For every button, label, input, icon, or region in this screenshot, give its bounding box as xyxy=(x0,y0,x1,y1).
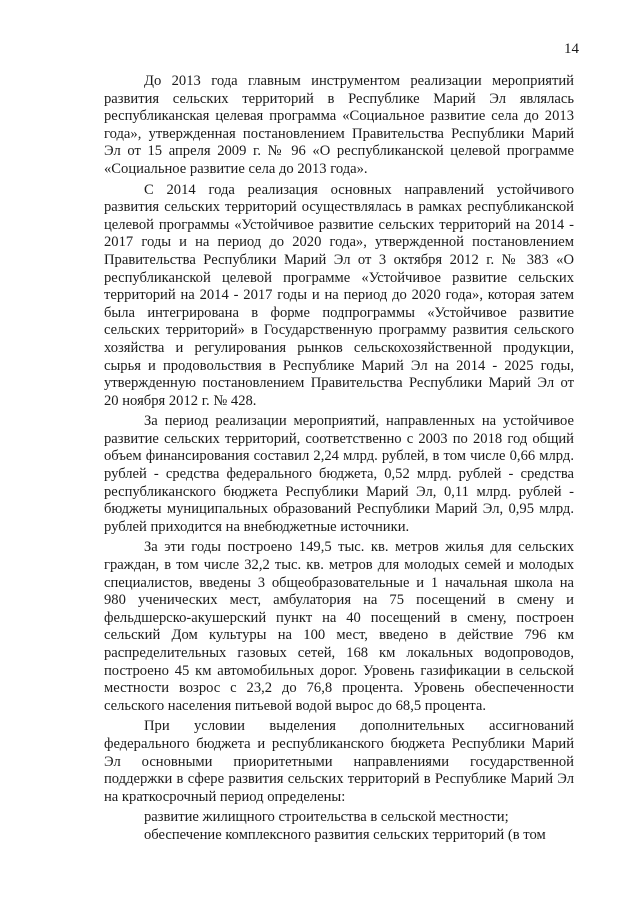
page-number: 14 xyxy=(564,41,579,57)
document-body xyxy=(104,73,574,845)
list-item-housing: развитие жилищного строительства в сельской местности; xyxy=(144,809,509,826)
paragraph-priorities: При условии выделения дополнительных ассигнований федерального бюджета и республиканского бюджета Республики Марий Эл основными приоритетными направлениями государственной поддержки в сфере развития сельских территорий в Республике Марий Эл на краткосрочный период определены: xyxy=(104,718,574,805)
list-item-complex-development: обеспечение комплексного развития сельских территорий (в том xyxy=(144,826,546,843)
paragraph-before-2013: До 2013 года главным инструментом реализации мероприятий развития сельских территорий в Республике Марий Эл являлась республиканская целевая программа «Социальное развитие села до 2013 года», утвержденная постановлением Правительства Республики Марий Эл от 15 апреля 2009 г. № 96 «О республиканской целевой программе «Социальное развитие села до 2013 года». xyxy=(104,73,574,177)
paragraph-results: За эти годы построено 149,5 тыс. кв. метров жилья для сельских граждан, в том числе 32,2 тыс. кв. метров для молодых семей и молодых специалистов, введены 3 общеобразовательные и 1 начальная школа на 980 ученических мест, амбулатория на 75 посещений в смену и фельдшерско-акушерский пункт на 40 посещений в смену, построен сельский Дом культуры на 100 мест, введено в действие 796 км распределительных газовых сетей, 168 км локальных водопроводов, построено 45 км автомобильных дорог. Уровень газификации в сельской местности возрос с 23,2 до 76,8 процента. Уровень обеспеченности сельского населения питьевой водой вырос до 68,5 процента. xyxy=(104,539,574,714)
paragraph-financing: За период реализации мероприятий, направленных на устойчивое развитие сельских территорий, соответственно с 2003 по 2018 год общий объем финансирования составил 2,24 млрд. рублей, в том числе 0,66 млрд. рублей - средства федерального бюджета, 0,52 млрд. рублей - средства республиканского бюджета Республики Марий Эл, 0,11 млрд. рублей - бюджеты муниципальных образований Республики Марий Эл, 0,95 млрд. рублей приходится на внебюджетные источники. xyxy=(104,413,574,535)
paragraph-since-2014: С 2014 года реализация основных направлений устойчивого развития сельских территорий осуществлялась в рамках республиканской целевой программы «Устойчивое развитие сельских территорий на 2014 - 2017 годы и на период до 2020 года», утвержденной постановлением Правительства Республики Марий Эл от 3 октября 2012 г. № 383 «О республиканской целевой программе «Устойчивое развитие сельских территорий на 2014 - 2017 годы и на период до 2020 года», которая затем была интегрирована в форме подпрограммы «Устойчивое развитие сельских территорий» в Государственную программу развития сельского хозяйства и регулирования рынков сельскохозяйственной продукции, сырья и продовольствия в Республике Марий Эл на 2014 - 2025 годы, утвержденную постановлением Правительства Республики Марий Эл от 20 ноября 2012 г. № 428. xyxy=(104,181,574,409)
